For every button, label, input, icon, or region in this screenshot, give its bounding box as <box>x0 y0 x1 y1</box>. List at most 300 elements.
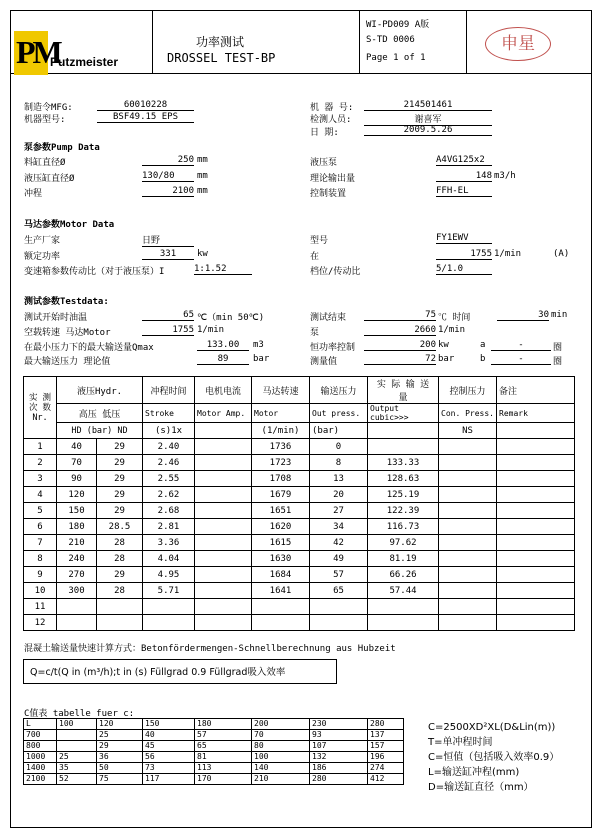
cval-cell: L <box>24 719 57 730</box>
header-sep-2 <box>359 10 360 74</box>
table-cell: 240 <box>57 551 97 567</box>
table-cell <box>439 535 497 551</box>
legend-line: L=输送缸冲程(mm) <box>428 767 520 778</box>
table-cell: 11 <box>24 599 57 615</box>
table-cell <box>439 615 497 631</box>
table-cell <box>439 455 497 471</box>
table-cell: 122.39 <box>368 503 439 519</box>
cval-cell: 36 <box>97 752 143 763</box>
table-cell: 28 <box>97 583 143 599</box>
putzmeister-logo-text: Putzmeister <box>50 55 119 69</box>
model-label: 机器型号: <box>24 115 66 125</box>
end-unit: ℃ 时间 <box>438 313 471 323</box>
cval-cell: 1400 <box>24 763 57 774</box>
maker-value: 日野 <box>142 233 194 247</box>
legend-line: D=输送缸直径（mm） <box>428 782 534 793</box>
table-cell: 1708 <box>252 471 310 487</box>
table-cell <box>497 567 575 583</box>
cval-cell: 93 <box>310 730 368 741</box>
th-motor-current: 电机电流 <box>195 377 252 404</box>
table-row <box>24 471 575 487</box>
cval-cell: 274 <box>368 763 404 774</box>
power-value: 331 <box>142 249 194 260</box>
table-cell <box>368 439 439 455</box>
title-en: DROSSEL TEST-BP <box>167 51 276 65</box>
table-cell <box>252 599 310 615</box>
th-hp-lp: 高压 低压 <box>57 404 143 423</box>
table-cell: 8 <box>310 455 368 471</box>
cval-cell: 170 <box>195 774 252 785</box>
table-cell <box>195 599 252 615</box>
table-cell: 3 <box>24 471 57 487</box>
table-cell <box>497 439 575 455</box>
table-cell <box>439 599 497 615</box>
legend-line: C=恒值（包括吸入效率0.9） <box>428 752 560 763</box>
table-cell: 81.19 <box>368 551 439 567</box>
cval-cell: 132 <box>310 752 368 763</box>
header-divider <box>10 73 592 74</box>
table-cell <box>439 519 497 535</box>
pump-speed-unit: 1/min <box>438 325 466 335</box>
table-cell: 5.71 <box>143 583 195 599</box>
idle-unit: 1/min <box>197 325 225 335</box>
table-cell: 97.62 <box>368 535 439 551</box>
table-cell <box>310 599 368 615</box>
gear-label: 变速箱参数传动比（对于液压泵）I <box>24 267 165 277</box>
table-cell <box>195 567 252 583</box>
table-cell <box>497 583 575 599</box>
th-unit-ns: NS <box>439 423 497 439</box>
table-cell: 29 <box>97 487 143 503</box>
page-number: Page 1 of 1 <box>366 53 426 63</box>
th-unit-amp <box>195 423 252 439</box>
table-row <box>24 615 575 631</box>
table-cell: 4.95 <box>143 567 195 583</box>
table-cell: 2.68 <box>143 503 195 519</box>
cval-cell: 29 <box>97 741 143 752</box>
th-hd-nd: HD (bar) ND <box>57 423 143 439</box>
cval-cell: 200 <box>252 719 310 730</box>
table-cell: 1651 <box>252 503 310 519</box>
cval-cell: 100 <box>57 719 97 730</box>
cval-cell: 73 <box>143 763 195 774</box>
table-cell: 28.5 <box>97 519 143 535</box>
table-cell: 2.40 <box>143 439 195 455</box>
th-con-press: 控制压力 <box>439 377 497 404</box>
const-label: 恒功率控制 <box>310 343 356 353</box>
table-cell: 1620 <box>252 519 310 535</box>
maxpress-unit: bar <box>253 354 270 364</box>
company-stamp: 申星 <box>485 27 551 61</box>
table-cell: 2.46 <box>143 455 195 471</box>
end-time-unit: min <box>551 310 568 320</box>
bore-unit: mm <box>197 155 208 165</box>
table-cell: 7 <box>24 535 57 551</box>
table-row <box>24 439 575 455</box>
table-cell <box>497 455 575 471</box>
table-cell: 133.33 <box>368 455 439 471</box>
cval-row <box>24 730 404 741</box>
gear-value: 1:1.52 <box>194 264 252 275</box>
theo-out-unit: m3/h <box>494 171 516 181</box>
table-cell: 29 <box>97 471 143 487</box>
table-cell: 5 <box>24 503 57 519</box>
cval-cell: 137 <box>368 730 404 741</box>
table-cell <box>368 615 439 631</box>
table-cell: 90 <box>57 471 97 487</box>
table-cell <box>497 599 575 615</box>
cval-cell: 800 <box>24 741 57 752</box>
putzmeister-logo-mark: PM <box>14 31 48 75</box>
cval-cell: 107 <box>310 741 368 752</box>
const-value: 200 <box>364 340 436 351</box>
ctrl-label: 控制装置 <box>310 189 347 199</box>
table-cell: 34 <box>310 519 368 535</box>
table-cell <box>439 503 497 519</box>
table-cell: 2.55 <box>143 471 195 487</box>
cval-cell: 700 <box>24 730 57 741</box>
table-cell <box>439 583 497 599</box>
table-cell: 70 <box>57 455 97 471</box>
cval-cell: 45 <box>143 741 195 752</box>
const-unit: kw <box>438 340 449 350</box>
table-row <box>24 455 575 471</box>
table-cell: 40 <box>57 439 97 455</box>
mfg-label: 制造令MFG: <box>24 103 73 113</box>
maker-label: 生产厂家 <box>24 236 61 246</box>
cval-row <box>24 774 404 785</box>
table-cell <box>368 599 439 615</box>
start-oil-value: 65 <box>142 310 194 321</box>
cval-cell: 25 <box>97 730 143 741</box>
table-cell: 2.62 <box>143 487 195 503</box>
table-row <box>24 551 575 567</box>
table-cell <box>195 439 252 455</box>
idle-value: 1755 <box>142 325 194 336</box>
cval-cell: 280 <box>368 719 404 730</box>
cval-cell: 120 <box>97 719 143 730</box>
meas-b-value: - <box>491 354 551 365</box>
cval-cell: 196 <box>368 752 404 763</box>
table-cell: 29 <box>97 567 143 583</box>
table-cell: 2.81 <box>143 519 195 535</box>
cval-cell: 52 <box>57 774 97 785</box>
table-row <box>24 567 575 583</box>
at-label: 在 <box>310 252 320 262</box>
th-unit-remark <box>497 423 575 439</box>
th-remark-en: Remark <box>497 404 575 423</box>
table-cell <box>195 615 252 631</box>
table-cell: 1615 <box>252 535 310 551</box>
cval-cell: 57 <box>195 730 252 741</box>
maxpress-value: 89 <box>197 354 249 365</box>
cval-cell: 50 <box>97 763 143 774</box>
table-cell <box>195 551 252 567</box>
cval-row <box>24 752 404 763</box>
table-cell <box>195 503 252 519</box>
th-unit-s: (s)1x <box>143 423 195 439</box>
at-value: 1755 <box>436 249 492 260</box>
table-cell <box>439 487 497 503</box>
th-remark: 备注 <box>497 377 575 404</box>
meas-b-unit: 圈 <box>553 357 563 367</box>
cval-cell: 280 <box>310 774 368 785</box>
date-label: 日 期: <box>310 128 339 138</box>
maxflow-value: 133.00 <box>197 340 249 351</box>
th-motor-speed: 马达转速 <box>252 377 310 404</box>
table-cell: 42 <box>310 535 368 551</box>
at-paren: (A) <box>553 249 570 259</box>
stroke-unit: mm <box>197 186 208 196</box>
meas-value: 72 <box>364 354 436 365</box>
cval-cell: 140 <box>252 763 310 774</box>
tester-value: 谢喜军 <box>364 112 492 126</box>
table-cell: 3.36 <box>143 535 195 551</box>
cval-cell: 100 <box>252 752 310 763</box>
table-row <box>24 503 575 519</box>
table-cell <box>143 599 195 615</box>
table-cell: 150 <box>57 503 97 519</box>
th-out-press: 输送压力 <box>310 377 368 404</box>
table-cell: 125.19 <box>368 487 439 503</box>
table-cell: 120 <box>57 487 97 503</box>
cval-cell: 70 <box>252 730 310 741</box>
table-cell: 13 <box>310 471 368 487</box>
end-time: 30 <box>497 310 549 321</box>
theo-out-value: 148 <box>436 171 492 182</box>
table-cell <box>497 615 575 631</box>
table-row <box>24 535 575 551</box>
table-cell <box>497 535 575 551</box>
cval-cell: 75 <box>97 774 143 785</box>
cval-cell: 157 <box>368 741 404 752</box>
table-cell <box>195 519 252 535</box>
meas-unit: bar <box>438 354 455 364</box>
table-cell: 29 <box>97 455 143 471</box>
table-cell: 1 <box>24 439 57 455</box>
th-out-press-en: Out press. <box>310 404 368 423</box>
table-cell: 66.26 <box>368 567 439 583</box>
pos-value: 5/1.0 <box>436 264 492 275</box>
cval-cell: 80 <box>252 741 310 752</box>
maxflow-unit: m3 <box>253 340 264 350</box>
cval-cell: 65 <box>195 741 252 752</box>
table-cell: 65 <box>310 583 368 599</box>
th-unit-bar: (bar) <box>310 423 368 439</box>
th-stroke: Stroke <box>143 404 195 423</box>
stroke-label: 冲程 <box>24 189 43 199</box>
cyl-label: 液压缸直径Ø <box>24 174 75 184</box>
maxflow-label: 在最小压力下的最大输送量Qmax <box>24 343 154 353</box>
table-cell: 20 <box>310 487 368 503</box>
table-cell <box>143 615 195 631</box>
table-cell <box>195 535 252 551</box>
cval-legend <box>428 720 559 795</box>
header-sep-3 <box>466 10 467 74</box>
th-motor: Motor <box>252 404 310 423</box>
power-unit: kw <box>197 249 208 259</box>
start-oil-unit: ℃（min 50℃) <box>197 313 265 323</box>
cval-cell: 412 <box>368 774 404 785</box>
theo-out-label: 理论输出量 <box>310 174 356 184</box>
table-cell <box>195 471 252 487</box>
date-value: 2009.5.26 <box>364 125 492 136</box>
machine-no-value: 214501461 <box>364 100 492 111</box>
tester-label: 检测人员: <box>310 115 352 125</box>
end-value: 75 <box>364 310 436 321</box>
table-cell: 57.44 <box>368 583 439 599</box>
cval-cell: 81 <box>195 752 252 763</box>
formula-box: Q=c/t(Q in (m³/h);t in (s) Füllgrad 0.9 Füllgrad吸入效率 <box>23 659 337 684</box>
legend-line: C=2500XD²XL(D&Lin(m)) <box>428 722 556 733</box>
table-cell <box>57 599 97 615</box>
table-cell <box>310 615 368 631</box>
model-value: BSF49.15 EPS <box>97 112 194 123</box>
motor-section-title: 马达参数Motor Data <box>24 220 115 230</box>
cval-row <box>24 719 404 730</box>
table-cell: 8 <box>24 551 57 567</box>
table-cell: 1679 <box>252 487 310 503</box>
table-cell <box>439 471 497 487</box>
pump-speed-label: 泵 <box>310 328 320 338</box>
th-stroke-time: 冲程时间 <box>143 377 195 404</box>
table-cell <box>497 551 575 567</box>
table-cell: 270 <box>57 567 97 583</box>
bore-label: 料缸直径Ø <box>24 158 66 168</box>
pump-section-title: 泵参数Pump Data <box>24 143 100 153</box>
table-cell: 1630 <box>252 551 310 567</box>
test-results-table <box>23 376 575 631</box>
table-cell <box>497 519 575 535</box>
table-row <box>24 599 575 615</box>
cval-title: C值表 tabelle fuer c: <box>24 709 135 719</box>
table-cell <box>497 487 575 503</box>
const-a: a <box>480 340 486 350</box>
th-con-press-en: Con. Press. <box>439 404 497 423</box>
at-unit: 1/min <box>494 249 522 259</box>
table-cell: 1736 <box>252 439 310 455</box>
table-cell: 2 <box>24 455 57 471</box>
table-cell <box>97 599 143 615</box>
table-cell <box>497 503 575 519</box>
table-cell: 1684 <box>252 567 310 583</box>
pump-speed-value: 2660 <box>364 325 436 336</box>
table-cell: 27 <box>310 503 368 519</box>
cyl-unit: mm <box>197 171 208 181</box>
table-cell: 4.04 <box>143 551 195 567</box>
table-cell <box>97 615 143 631</box>
table-cell: 57 <box>310 567 368 583</box>
th-unit-output <box>368 423 439 439</box>
bore-value: 250 <box>142 155 194 166</box>
table-cell: 180 <box>57 519 97 535</box>
table-cell: 10 <box>24 583 57 599</box>
table-cell: 49 <box>310 551 368 567</box>
cval-cell: 180 <box>195 719 252 730</box>
table-cell: 0 <box>310 439 368 455</box>
doc-number: WI-PD009 A版 <box>366 20 430 30</box>
cval-cell <box>57 730 97 741</box>
end-label: 测试结束 <box>310 313 347 323</box>
cval-row <box>24 763 404 774</box>
table-cell: 12 <box>24 615 57 631</box>
table-cell <box>497 471 575 487</box>
th-motor-amp: Motor Amp. <box>195 404 252 423</box>
table-cell <box>252 615 310 631</box>
table-cell <box>439 551 497 567</box>
cyl-value: 130/80 <box>142 171 194 182</box>
th-unit-rpm: (1/min) <box>252 423 310 439</box>
const-a-value: - <box>491 340 551 351</box>
table-cell <box>439 439 497 455</box>
cval-cell: 1000 <box>24 752 57 763</box>
cval-cell: 2100 <box>24 774 57 785</box>
table-cell: 9 <box>24 567 57 583</box>
table-cell <box>195 455 252 471</box>
table-row <box>24 519 575 535</box>
machine-no-label: 机 器 号: <box>310 103 354 113</box>
table-cell: 6 <box>24 519 57 535</box>
table-row <box>24 583 575 599</box>
meas-b: b <box>480 354 486 364</box>
cval-row <box>24 741 404 752</box>
th-output: 实 际 输 送 量 <box>368 377 439 404</box>
table-cell <box>195 583 252 599</box>
meas-label: 测量值 <box>310 357 338 367</box>
cval-cell: 35 <box>57 763 97 774</box>
cval-cell: 56 <box>143 752 195 763</box>
th-output-en: Output cubic>>> <box>368 404 439 423</box>
th-nr: 实 测次 数Nr. <box>24 377 57 439</box>
table-cell: 29 <box>97 503 143 519</box>
power-label: 额定功率 <box>24 252 61 262</box>
mfg-value: 60010228 <box>97 100 194 111</box>
table-cell: 4 <box>24 487 57 503</box>
ctrl-value: FFH-EL <box>436 186 492 197</box>
type-value: FY1EWV <box>436 233 492 244</box>
cval-cell: 230 <box>310 719 368 730</box>
table-cell: 300 <box>57 583 97 599</box>
table-cell: 116.73 <box>368 519 439 535</box>
cval-cell: 113 <box>195 763 252 774</box>
table-row <box>24 487 575 503</box>
stroke-value: 2100 <box>142 186 194 197</box>
title-cn: 功率测试 <box>196 35 245 49</box>
legend-line: T=单冲程时间 <box>428 737 493 748</box>
c-value-table <box>23 718 404 785</box>
cval-cell <box>57 741 97 752</box>
hyd-pump-label: 液压泵 <box>310 158 338 168</box>
cval-cell: 117 <box>143 774 195 785</box>
cval-cell: 40 <box>143 730 195 741</box>
table-cell <box>195 487 252 503</box>
table-cell: 128.63 <box>368 471 439 487</box>
cval-cell: 25 <box>57 752 97 763</box>
maxpress-label: 最大输送压力 理论值 <box>24 357 111 367</box>
table-cell <box>439 567 497 583</box>
table-cell: 29 <box>97 439 143 455</box>
table-cell: 210 <box>57 535 97 551</box>
type-label: 型号 <box>310 236 329 246</box>
header-sep-1 <box>152 10 153 74</box>
table-cell: 1723 <box>252 455 310 471</box>
table-cell <box>57 615 97 631</box>
const-a-unit: 圈 <box>553 343 563 353</box>
standard-number: S-TD 0006 <box>366 35 415 45</box>
table-cell: 28 <box>97 535 143 551</box>
pos-label: 档位/传动比 <box>310 267 361 277</box>
th-hydr: 液压Hydr. <box>57 377 143 404</box>
